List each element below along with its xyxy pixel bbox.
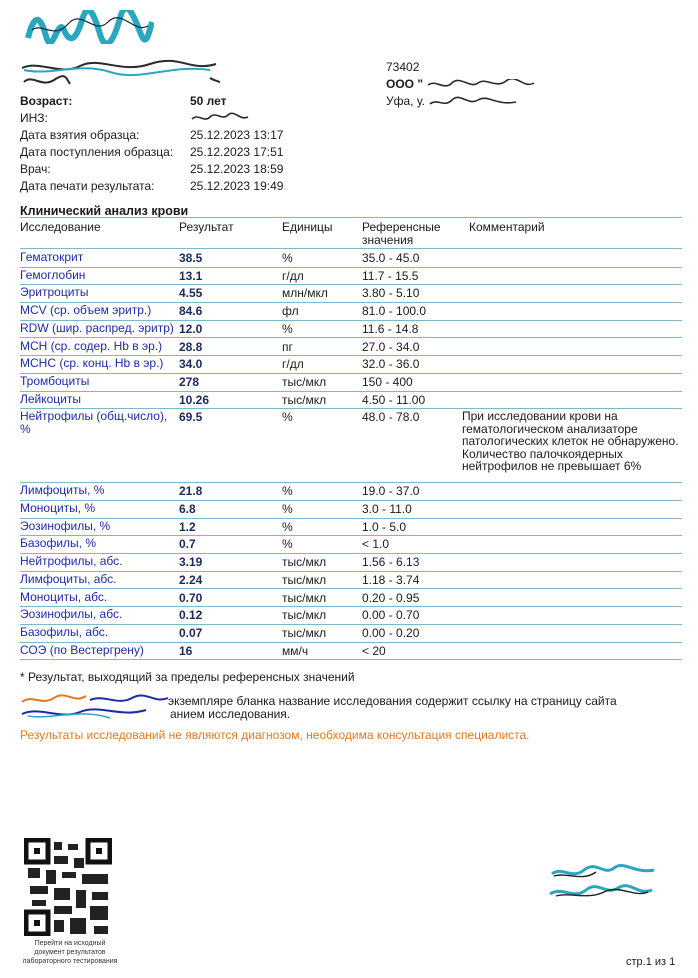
test-name: Лейкоциты — [20, 391, 82, 406]
test-result: 10.26 — [179, 392, 210, 407]
test-units: млн/мкл — [282, 286, 328, 301]
table-row — [20, 606, 682, 625]
test-ref-range: 3.80 - 5.10 — [362, 286, 420, 301]
header-units: Единицы — [282, 220, 333, 234]
header-ref-line1: Референсные — [362, 220, 441, 234]
test-result: 21.8 — [179, 484, 203, 499]
test-name: Эозинофилы, % — [20, 518, 111, 533]
sample-taken-label: Дата взятия образца: — [20, 128, 140, 142]
test-ref-range: 0.00 - 0.20 — [362, 625, 420, 640]
test-units: г/дл — [282, 357, 304, 372]
inz-label: ИНЗ: — [20, 111, 48, 125]
table-row — [20, 408, 682, 483]
table-row — [20, 482, 682, 501]
test-result: 34.0 — [179, 357, 203, 372]
table-row — [20, 249, 682, 268]
table-row — [20, 589, 682, 608]
test-result: 12.0 — [179, 321, 203, 336]
qr-caption — [20, 939, 120, 966]
test-units: % — [282, 410, 293, 425]
sample-received-value: 25.12.2023 17:51 — [190, 145, 284, 159]
test-name: Нейтрофилы, абс. — [20, 554, 123, 569]
test-ref-range: 3.0 - 11.0 — [362, 502, 412, 516]
test-result: 2.24 — [179, 572, 203, 587]
test-ref-range: 81.0 - 100.0 — [362, 304, 427, 319]
page-number: стр.1 из 1 — [626, 956, 676, 968]
test-units: тыс/мкл — [282, 608, 327, 623]
test-result: 4.55 — [179, 286, 203, 301]
qr-caption-line2: документ результатов — [34, 949, 106, 956]
test-ref-range: 11.6 - 14.8 — [362, 321, 419, 336]
test-name: Тромбоциты — [20, 373, 90, 388]
table-row — [20, 642, 682, 661]
footnote: * Результат, выходящий за пределы референсных значений — [20, 670, 355, 684]
table-row — [20, 373, 682, 392]
org-address — [386, 94, 518, 108]
sample-taken-value: 25.12.2023 13:17 — [190, 128, 284, 142]
table-row — [20, 624, 682, 643]
test-ref-range: 35.0 - 45.0 — [362, 251, 420, 265]
test-units: тыс/мкл — [282, 590, 327, 605]
test-result: 16 — [179, 643, 193, 658]
table-row — [20, 500, 682, 519]
test-ref-range: < 1.0 — [362, 537, 390, 552]
section-title: Клинический анализ крови — [20, 204, 189, 218]
test-ref-range: 1.0 - 5.0 — [362, 519, 407, 534]
test-units: тыс/мкл — [282, 625, 327, 640]
redacted-link-note-start — [20, 692, 170, 722]
test-ref-range: 150 - 400 — [362, 374, 413, 389]
org-name-prefix: ООО " — [386, 77, 424, 91]
test-units: % — [282, 251, 293, 265]
test-ref-range: < 20 — [362, 643, 386, 658]
test-result: 69.5 — [179, 410, 203, 425]
test-name: Гематокрит — [20, 250, 84, 264]
test-name: Моноциты, % — [20, 501, 96, 515]
test-units: пг — [282, 339, 293, 354]
test-ref-range: 19.0 - 37.0 — [362, 484, 420, 499]
age-value: 50 лет — [190, 94, 227, 108]
test-result: 0.12 — [179, 608, 203, 623]
test-name: Лимфоциты, % — [20, 483, 105, 498]
test-result: 38.5 — [179, 251, 203, 265]
test-units: г/дл — [282, 268, 304, 283]
test-result: 6.8 — [179, 502, 196, 516]
header-test: Исследование — [20, 220, 101, 234]
test-ref-range: 48.0 - 78.0 — [362, 410, 420, 425]
test-units: % — [282, 484, 293, 499]
org-code: 73402 — [386, 60, 420, 74]
test-result: 278 — [179, 374, 200, 389]
header-comment: Комментарий — [469, 220, 545, 234]
table-row — [20, 571, 682, 590]
test-units: тыс/мкл — [282, 572, 327, 587]
test-units: % — [282, 502, 293, 516]
test-ref-range: 1.56 - 6.13 — [362, 555, 420, 570]
header-result: Результат — [179, 220, 234, 234]
age-label: Возраст: — [20, 94, 73, 108]
table-row — [20, 267, 682, 286]
qr-code — [24, 838, 112, 936]
test-name: MCH (ср. содер. Hb в эр.) — [20, 338, 163, 353]
test-units: % — [282, 519, 293, 534]
test-units: мм/ч — [282, 643, 309, 658]
test-name: Эритроциты — [20, 285, 89, 300]
test-ref-range: 11.7 - 15.5 — [362, 268, 419, 283]
org-city: Уфа, у. — [386, 94, 425, 108]
table-row — [20, 535, 682, 554]
table-row — [20, 553, 682, 572]
test-ref-range: 27.0 - 34.0 — [362, 339, 420, 354]
test-units: % — [282, 537, 293, 552]
org-name — [386, 77, 536, 91]
sample-received-label: Дата поступления образца: — [20, 145, 174, 159]
test-ref-range: 0.00 - 0.70 — [362, 608, 420, 623]
redacted-org-name — [426, 79, 536, 91]
redacted-signature — [548, 862, 658, 904]
table-row — [20, 338, 682, 357]
table-row — [20, 320, 682, 339]
test-result: 1.2 — [179, 519, 196, 534]
test-result: 28.8 — [179, 339, 203, 354]
test-units: % — [282, 321, 293, 336]
test-result: 13.1 — [179, 268, 203, 283]
table-row — [20, 518, 682, 537]
test-ref-range: 0.20 - 0.95 — [362, 590, 420, 605]
test-units: тыс/мкл — [282, 555, 327, 570]
redacted-address — [428, 96, 518, 108]
test-result: 0.70 — [179, 590, 203, 605]
test-name: MCV (ср. объем эритр.) — [20, 303, 152, 318]
test-name: MCHC (ср. конц. Hb в эр.) — [20, 356, 164, 371]
test-name: Базофилы, абс. — [20, 624, 109, 639]
redacted-patient-name — [20, 58, 220, 90]
test-comment: При исследовании крови на гематологическом анализаторе патологических клеток не обнаружено. Количество палочкоядерных нейтрофилов не превышает 6% — [462, 409, 679, 474]
table-row — [20, 355, 682, 374]
qr-caption-line3: лабораторного тестирования — [22, 958, 118, 965]
print-date-value: 25.12.2023 19:49 — [190, 179, 284, 193]
test-name: Лимфоциты, абс. — [20, 571, 117, 586]
print-date-label: Дата печати результата: — [20, 179, 155, 193]
test-units: тыс/мкл — [282, 392, 327, 407]
redacted-logo — [24, 10, 154, 44]
test-units: тыс/мкл — [282, 374, 327, 389]
test-name: RDW (шир. распред. эритр) — [20, 320, 174, 335]
test-name: СОЭ (по Вестергрену) — [20, 642, 144, 657]
test-result: 0.7 — [179, 537, 196, 552]
test-ref-range: 4.50 - 11.00 — [362, 392, 426, 407]
test-units: фл — [282, 304, 299, 319]
test-name: Нейтрофилы (общ.число), % — [20, 409, 168, 437]
test-name: Эозинофилы, абс. — [20, 607, 123, 622]
table-row — [20, 391, 682, 410]
test-name: Базофилы, % — [20, 536, 96, 551]
test-ref-range: 1.18 - 3.74 — [362, 572, 420, 587]
doctor-value: 25.12.2023 18:59 — [190, 162, 284, 176]
test-result: 0.07 — [179, 625, 203, 640]
disclaimer: Результаты исследований не являются диагнозом, необходима консультация специалиста. — [20, 728, 530, 742]
test-name: Гемоглобин — [20, 267, 86, 282]
doctor-label: Врач: — [20, 162, 51, 176]
test-ref-range: 32.0 - 36.0 — [362, 357, 420, 372]
test-name: Моноциты, абс. — [20, 589, 108, 604]
table-row — [20, 284, 682, 303]
redacted-inz — [190, 111, 250, 125]
link-note-line2: анием исследования. — [170, 707, 291, 721]
header-ref-line2: значения — [362, 233, 414, 247]
link-note-line1: экземпляре бланка название исследования содержит ссылку на страницу сайта — [168, 694, 617, 708]
test-result: 3.19 — [179, 555, 203, 570]
table-row — [20, 302, 682, 321]
test-result: 84.6 — [179, 304, 203, 319]
qr-caption-line1: Перейти на исходный — [34, 940, 106, 947]
